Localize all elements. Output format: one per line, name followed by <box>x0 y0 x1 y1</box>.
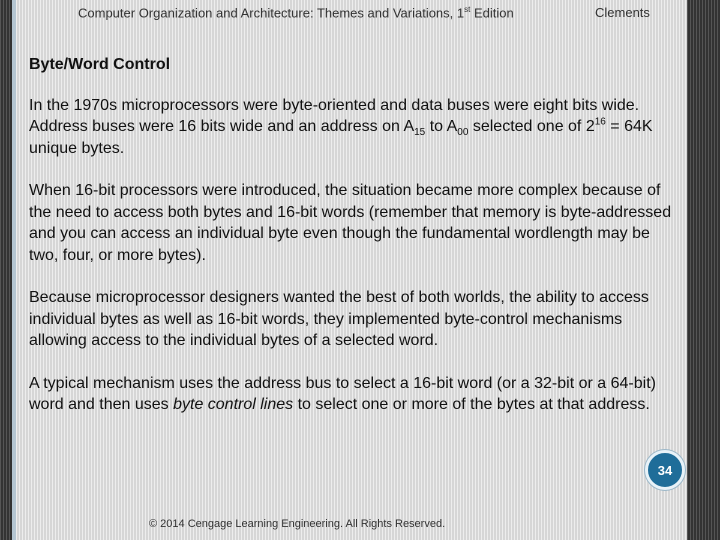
slide <box>12 0 687 540</box>
p1-text-b: to A <box>425 118 458 135</box>
edition-superscript: st <box>464 5 471 14</box>
slide-content <box>29 54 679 437</box>
paragraph-1 <box>29 95 679 160</box>
a15-subscript: 15 <box>414 127 426 139</box>
exponent-superscript: 16 <box>594 116 606 128</box>
book-title-text: Computer Organization and Architecture: Themes and Variations, 1 <box>78 5 465 21</box>
paragraph-3: Because microprocessor designers wanted the best of both worlds, the ability to access individual bytes as well as 16-bit words, they implemented byte-control mechanisms allowing access to the individual bytes of a selected word. <box>29 289 649 349</box>
paragraph-4 <box>29 373 679 416</box>
p1-text-c: selected one of 2 <box>468 118 595 135</box>
p4-text-b: to select one or more of the bytes at that address. <box>293 396 650 413</box>
p1-text-d: = 64K unique bytes. <box>29 118 653 157</box>
p1-text-a: In the 1970s microprocessors were byte-oriented and data buses were eight bits wide. Address buses were 16 bits wide and an address on A <box>29 96 640 135</box>
copyright-footer: © 2014 Cengage Learning Engineering. All Rights Reserved. <box>149 518 446 530</box>
edition-text: Edition <box>470 5 514 21</box>
book-title <box>78 5 514 20</box>
page-number-badge: 34 <box>645 450 685 490</box>
a00-subscript: 00 <box>457 127 469 139</box>
paragraph-2: When 16-bit processors were introduced, the situation became more complex because of the need to access both bytes and 16-bit words (remember that memory is byte-addressed and you can access an individual byte even though the fundamental wordlength may be two, four, or more bytes). <box>29 182 672 264</box>
slide-heading: Byte/Word Control <box>29 56 171 73</box>
author: Clements <box>595 5 650 20</box>
byte-control-lines-emphasis: byte control lines <box>173 396 294 413</box>
p4-text-a: A typical mechanism uses the address bus to select a 16-bit word (or a 32-bit or a 64-bit) word and then uses <box>29 374 656 413</box>
